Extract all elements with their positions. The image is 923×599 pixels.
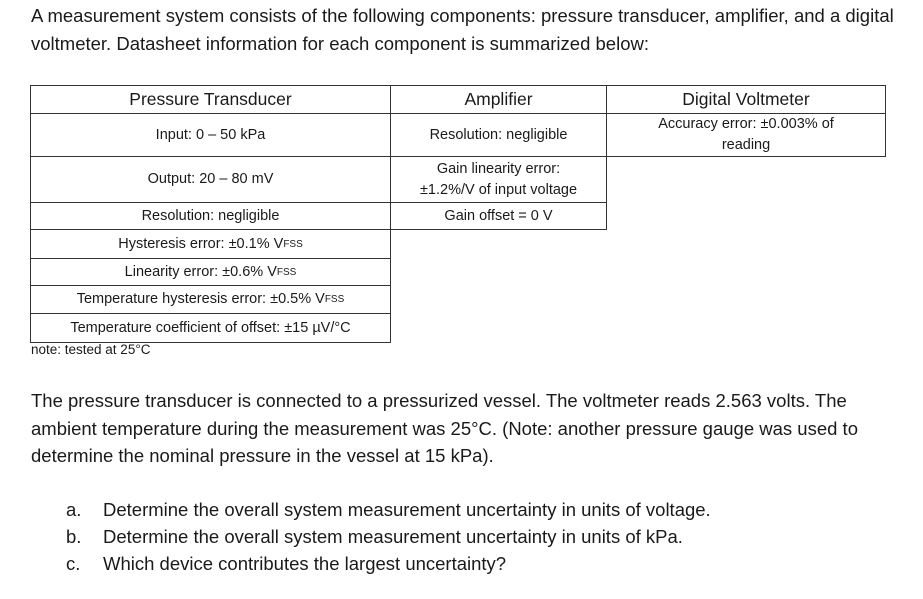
dvm-accuracy-line1: Accuracy error: ±0.003% of — [658, 116, 834, 132]
dvm-accuracy-line2: reading — [721, 137, 771, 153]
amp-resolution: Resolution: negligible — [390, 113, 607, 157]
intro-paragraph: A measurement system consists of the following components: pressure transducer, amplifier, and a digital voltmeter. Datasheet information for each component is summarized below: — [31, 5, 894, 54]
question-list — [66, 496, 711, 577]
amp-header: Amplifier — [390, 85, 607, 114]
amp-gain-offset: Gain offset = 0 V — [390, 202, 607, 230]
question-item — [66, 550, 711, 577]
amp-gain-linearity — [390, 156, 607, 203]
question-label: a. — [66, 499, 82, 520]
pt-temp-coefficient: Temperature coefficient of offset: ±15 µV/°C — [30, 313, 391, 343]
question-text: Which device contributes the largest uncertainty? — [103, 553, 507, 574]
pt-linearity-text: Linearity error: ±0.6% V — [124, 263, 277, 280]
question-item — [66, 496, 711, 523]
fss-subscript: FSS — [324, 294, 345, 305]
dvm-accuracy — [606, 113, 886, 157]
problem-paragraph: The pressure transducer is connected to a pressurized vessel. The voltmeter reads 2.563 volts. The ambient temperature during the measurement was 25°C. (Note: another pressure gauge was used to determine the nominal pressure in the vessel at 15 kPa). — [31, 390, 858, 466]
pt-linearity — [30, 258, 391, 286]
pt-temp-hysteresis-text: Temperature hysteresis error: ±0.5% V — [76, 291, 325, 307]
pt-output: Output: 20 – 80 mV — [30, 156, 391, 203]
pt-header: Pressure Transducer — [30, 85, 391, 114]
question-label: c. — [66, 553, 81, 574]
question-item — [66, 523, 711, 550]
question-text: Determine the overall system measurement uncertainty in units of voltage. — [103, 499, 711, 520]
pt-resolution: Resolution: negligible — [30, 202, 391, 230]
table-note: note: tested at 25°C — [31, 342, 151, 357]
fss-subscript: FSS — [276, 266, 297, 278]
pt-input: Input: 0 – 50 kPa — [30, 113, 391, 157]
dvm-header: Digital Voltmeter — [606, 85, 886, 114]
fss-subscript: FSS — [283, 238, 303, 250]
pt-hysteresis — [30, 229, 391, 259]
pt-temp-hysteresis — [30, 285, 391, 314]
pt-hysteresis-text: Hysteresis error: ±0.1% V — [118, 235, 284, 252]
question-text: Determine the overall system measurement uncertainty in units of kPa. — [103, 526, 683, 547]
amp-gain-linearity-line2: ±1.2%/V of input voltage — [419, 181, 578, 198]
amp-gain-linearity-line1: Gain linearity error: — [436, 160, 561, 177]
question-label: b. — [66, 526, 82, 547]
